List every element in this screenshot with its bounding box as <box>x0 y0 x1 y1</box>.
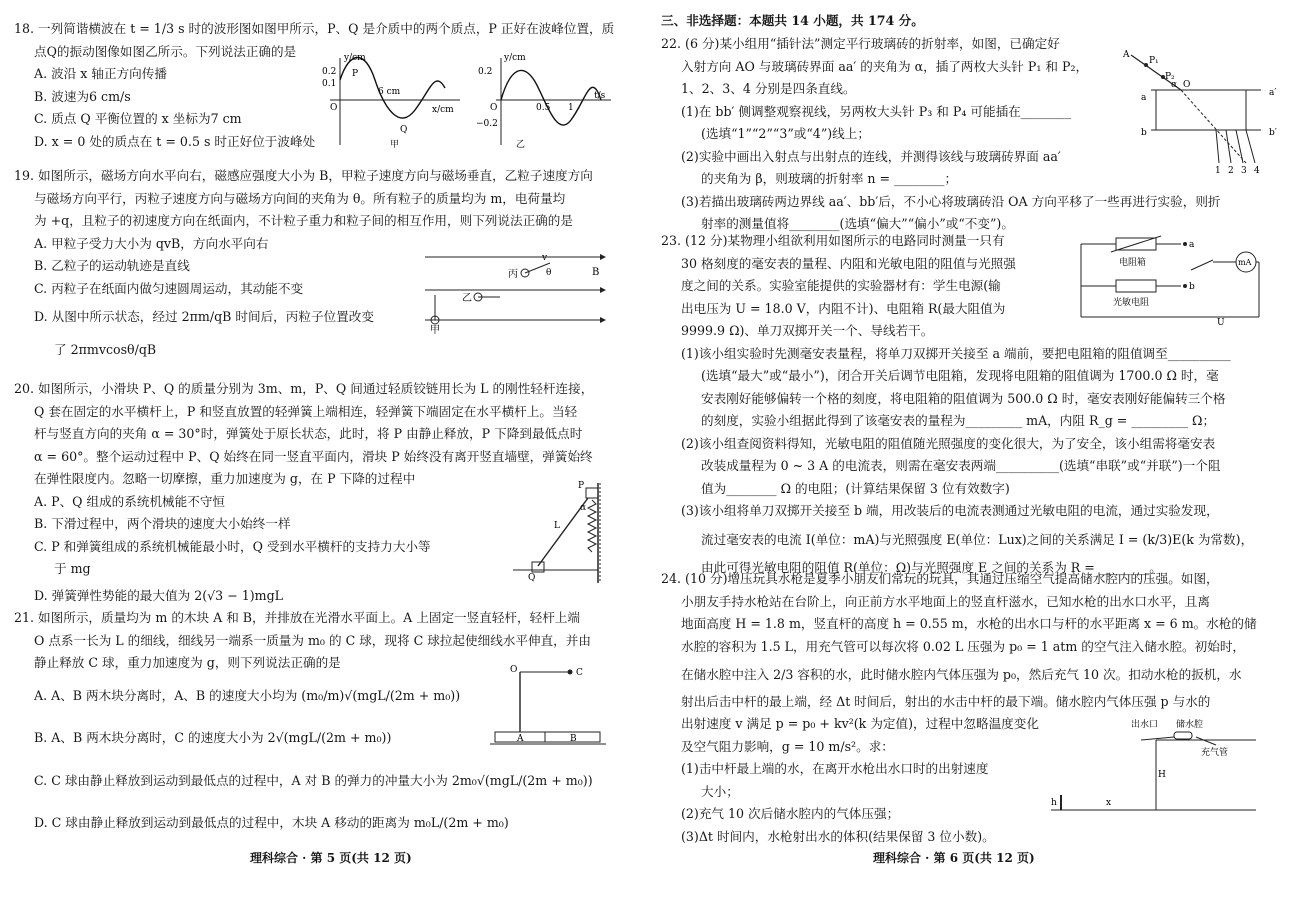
yi-origin: O <box>490 103 498 113</box>
q23-line-2: 30 格刻度的毫安表的量程、内阻和光敏电阻的阻值与光照强 <box>681 255 1016 271</box>
q21-line-2: O 点系一长为 L 的细线，细线另一端系一质量为 m₀ 的 C 球，现将 C 球拉起使细线水平伸直，并由 <box>34 632 591 648</box>
q20-alpha: α <box>580 503 587 513</box>
q19-theta: θ <box>546 268 552 278</box>
q22-line2: 2 <box>1228 166 1234 175</box>
q19-yi: 乙 <box>462 293 472 304</box>
q24-h: h <box>1051 798 1057 808</box>
q19-option-d-cont: 了 2πmvcosθ/qB <box>54 341 157 357</box>
q23-b: b <box>1189 282 1195 292</box>
q21-o: O <box>510 665 518 675</box>
q19-line-1: 19. 如图所示，磁场方向水平向右，磁感应强度大小为 B，甲粒子速度方向与磁场垂直，乙粒子速度方向 <box>14 168 593 183</box>
q19-v: v <box>542 253 548 263</box>
q24-line-8: 及空气阻力影响，g = 10 m/s²。求： <box>681 738 894 754</box>
q21-b: B <box>570 734 577 744</box>
q19-jia: 甲 <box>430 325 440 335</box>
q18-option-c: C. 质点 Q 平衡位置的 x 坐标为7 cm <box>34 111 242 126</box>
q18-figure-yi <box>476 50 616 150</box>
q23-line-5: 9999.9 Ω)、单刀双掷开关一个、导线若干。 <box>681 323 934 338</box>
yi-xlabel: t/s <box>594 91 606 101</box>
q20-line-2: Q 套在固定的水平横杆上，P 和竖直放置的轻弹簧上端相连，轻弹簧下端固定在水平横杆上。当轻 <box>34 403 578 419</box>
q24-line-3: 地面高度 H = 1.8 m，竖直杆的高度 h = 0.55 m，水枪的出水口与杆的水平距离 x = 6 m。水枪的储 <box>681 616 1257 631</box>
q19-option-c: C. 丙粒子在纸面内做匀速圆周运动，其动能不变 <box>34 280 304 296</box>
q19-line-2: 与磁场方向平行，丙粒子速度方向与磁场方向间的夹角为 θ。所有粒子的质量均为 m，电荷量均 <box>34 190 566 206</box>
q20-p: P <box>578 481 585 491</box>
jia-ylabel: y/cm <box>344 53 366 63</box>
jia-xlabel: x/cm <box>432 105 454 115</box>
q18-line-1: 18. 一列简谐横波在 t = 1/3 s 时的波形图如图甲所示，P、Q 是介质中的两个质点，P 正好在波峰位置，质 <box>14 21 615 36</box>
q20-line-1: 20. 如图所示，小滑块 P、Q 的质量分别为 3m、m，P、Q 间通过轻质铰链用长为 L 的刚性轻杆连接， <box>14 381 594 396</box>
q24-sub-1-cont: 大小； <box>701 783 739 799</box>
q23-sub-1: (1)该小组实验时先测毫安表量程，将单刀双掷开关接至 a 端前，要把电阻箱的阻值调至__________ <box>681 345 1231 361</box>
q20-option-a: A. P、Q 组成的系统机械能不守恒 <box>34 493 226 509</box>
q23-a: a <box>1189 240 1195 250</box>
q22-figure <box>1121 45 1296 175</box>
q24-outlet: 出水口 <box>1131 720 1159 730</box>
q23-u: U <box>1217 318 1225 327</box>
q22-a: a <box>1141 93 1147 103</box>
yi-yneg: −0.2 <box>476 119 498 129</box>
q22-line3: 3 <box>1241 166 1247 175</box>
q22-sub-1: (1)在 bb′ 侧调整观察视线，另两枚大头针 P₃ 和 P₄ 可能插在________ <box>681 103 1072 119</box>
jia-origin: O <box>330 103 338 113</box>
q23-sub-1-cont-3: 的刻度，实验小组据此得到了该毫安表的量程为_________ mA，内阻 R_g = _________ Ω； <box>701 413 1216 428</box>
q22-a-prime: a′ <box>1269 88 1277 98</box>
q24-line-5: 在储水腔中注入 2/3 容积的水，此时储水腔内气体压强为 p₀，然后充气 10 次。扣动水枪的扳机，水 <box>681 667 1242 682</box>
q23-sub-2-cont-2: 值为________ Ω 的电阻；(计算结果保留 3 位有效数字) <box>701 480 1010 496</box>
q19-figure <box>420 245 610 335</box>
q18-option-b: B. 波速为6 cm/s <box>34 88 131 104</box>
q21-line-3: 静止释放 C 球，重力加速度为 g，则下列说法正确的是 <box>34 655 341 670</box>
q21-option-d: D. C 球由静止释放到运动到最低点的过程中，木块 A 移动的距离为 m₀L/(2m + m₀) <box>34 815 509 830</box>
q24-tank: 储水腔 <box>1176 720 1204 730</box>
q23-sub-3-cont-1: 流过毫安表的电流 I(单位：mA)与光照强度 E(单位：Lux)之间的关系满足 I = (k/3)E(k 为常数)， <box>701 531 1254 547</box>
q23-ma: mA <box>1238 258 1252 267</box>
q20-option-b: B. 下滑过程中，两个滑块的速度大小始终一样 <box>34 516 291 531</box>
q18-option-d: D. x = 0 处的质点在 t = 0.5 s 时正好位于波峰处 <box>34 133 316 149</box>
q20-l: L <box>554 521 560 531</box>
q22-a-upper: A <box>1123 50 1130 60</box>
q21-figure <box>490 660 608 748</box>
jia-y01: 0.1 <box>322 79 337 89</box>
q18-line-2: 点Q的振动图像如图乙所示。下列说法正确的是 <box>34 43 297 59</box>
q22-sub-2-cont: 的夹角为 β，则玻璃的折射率 n = ________； <box>701 171 958 186</box>
q24-line-2: 小朋友手持水枪站在台阶上，向正前方水平地面上的竖直杆滋水，已知水枪的出水口水平，且离 <box>681 593 1210 609</box>
q19-b: B <box>592 267 600 278</box>
q22-alpha: α <box>1171 80 1178 90</box>
q24-sub-3: (3)Δt 时间内，水枪射出水的体积(结果保留 3 位小数)。 <box>681 828 995 844</box>
jia-q: Q <box>400 125 408 135</box>
q22-p2: P₂ <box>1165 72 1175 82</box>
yi-ylabel: y/cm <box>504 53 526 63</box>
q18-figure-jia <box>320 50 470 150</box>
jia-p: P <box>352 69 359 79</box>
q22-sub-1-cont: (选填“1”“2”“3”或“4”)线上； <box>701 126 870 141</box>
q23-line-3: 度之间的关系。实验室能提供的实验器材有：学生电源(输 <box>681 278 1001 293</box>
yi-x1: 1 <box>568 103 574 113</box>
q19-line-3: 为 +q，且粒子的初速度方向在纸面内，不计粒子重力和粒子间的相互作用，则下列说法正确的是 <box>34 213 573 228</box>
jia-y02: 0.2 <box>322 67 337 77</box>
left-page-footer: 理科综合 · 第 5 页(共 12 页) <box>250 851 412 865</box>
q24-line-7: 出射速度 v 满足 p = p₀ + kv²(k 为定值)，过程中忽略温度变化 <box>681 716 1039 731</box>
q24-pump: 充气管 <box>1201 748 1229 758</box>
q20-figure <box>508 478 608 588</box>
q20-q: Q <box>528 573 536 583</box>
q21-option-a: A. A、B 两木块分离时，A、B 的速度大小均为 (m₀/m)√(mgL/(2m + m₀)) <box>34 687 461 703</box>
yi-caption: 乙 <box>516 140 526 150</box>
q23-photoresistor: 光敏电阻 <box>1113 298 1150 308</box>
q24-h-upper: H <box>1158 770 1166 780</box>
q21-line-1: 21. 如图所示，质量均为 m 的木块 A 和 B，并排放在光滑水平面上。A 上固定一竖直轻杆，轻杆上端 <box>14 610 580 625</box>
left-page <box>0 0 651 900</box>
q19-bing: 丙 <box>508 269 518 280</box>
q22-line1: 1 <box>1215 166 1221 175</box>
q21-a: A <box>517 734 524 744</box>
q22-sub-3-cont: 射率的测量值将________(选填“偏大”“偏小”或“不变”)。 <box>701 216 1014 231</box>
q22-line-2: 入射方向 AO 与玻璃砖界面 aa′ 的夹角为 α，插了两枚大头针 P₁ 和 P₂， <box>681 58 1089 74</box>
q22-p1: P₁ <box>1149 56 1159 66</box>
q24-line-6: 射出后击中杆的最上端，经 Δt 时间后，射出的水击中杆的最下端。储水腔内气体压强 p 与水的 <box>681 693 1211 709</box>
jia-caption: 甲 <box>390 140 400 150</box>
q20-option-c-cont: 于 mg <box>54 561 91 576</box>
q22-b-prime: b′ <box>1269 128 1277 138</box>
q24-x: x <box>1106 798 1112 808</box>
q18-option-a: A. 波沿 x 轴正方向传播 <box>34 66 167 81</box>
q20-line-5: 在弹性限度内。忽略一切摩擦，重力加速度为 g，在 P 下降的过程中 <box>34 471 416 486</box>
q24-sub-2: (2)充气 10 次后储水腔内的气体压强； <box>681 806 900 821</box>
q20-option-d: D. 弹簧弹性势能的最大值为 2(√3 − 1)mgL <box>34 587 284 603</box>
q20-option-c: C. P 和弹簧组成的系统机械能最小时，Q 受到水平横杆的支持力大小等 <box>34 538 431 554</box>
right-page-footer: 理科综合 · 第 6 页(共 12 页) <box>873 851 1035 865</box>
q23-sub-2: (2)该小组查阅资料得知，光敏电阻的阻值随光照强度的变化很大，为了安全，该小组需将毫安表 <box>681 435 1216 451</box>
q19-option-d: D. 从图中所示状态，经过 2πm/qB 时间后，丙粒子位置改变 <box>34 309 374 324</box>
q19-option-a: A. 甲粒子受力大小为 qvB，方向水平向右 <box>34 235 269 251</box>
q23-line-4: 出电压为 U = 18.0 V，内阻不计)、电阻箱 R(最大阻值为 <box>681 300 1006 316</box>
q24-line-4: 水腔的容积为 1.5 L，用充气管可以每次将 0.02 L 压强为 p₀ = 1 atm 的空气注入储水腔。初始时， <box>681 638 1246 654</box>
jia-dist: 6 cm <box>378 87 401 97</box>
q21-c: C <box>576 668 583 678</box>
q20-line-4: α = 60°。整个运动过程中 P、Q 始终在同一竖直平面内，滑块 P 始终没有离开竖直墙壁，弹簧始终 <box>34 448 593 464</box>
yi-y02: 0.2 <box>478 67 493 77</box>
q23-sub-2-cont-1: 改装成量程为 0 ~ 3 A 的电流表，则需在毫安表两端__________(选填“串联”或“并联”)一个阻 <box>701 458 1221 473</box>
section-title: 三、非选择题：本题共 14 小题，共 174 分。 <box>661 13 924 28</box>
q24-sub-1: (1)击中杆最上端的水，在离开水枪出水口时的出射速度 <box>681 761 989 776</box>
q22-sub-2: (2)实验中画出入射点与出射点的连线，并测得该线与玻璃砖界面 aa′ <box>681 148 1061 164</box>
right-page <box>651 0 1303 900</box>
q23-sub-3: (3)该小组将单刀双掷开关接至 b 端，用改装后的电流表测通过光敏电阻的电流，通过实验发现， <box>681 503 1219 518</box>
q22-o: O <box>1183 80 1191 90</box>
yi-x05: 0.5 <box>536 103 551 113</box>
q19-option-b: B. 乙粒子的运动轨迹是直线 <box>34 258 190 273</box>
q23-circuit <box>1061 232 1261 327</box>
q22-line-3: 1、2、3、4 分别是四条直线。 <box>681 81 856 96</box>
q20-line-3: 杆与竖直方向的夹角 α = 30°时，弹簧处于原长状态，此时，将 P 由静止释放，P 下降到最低点时 <box>34 426 583 441</box>
q22-sub-3: (3)若描出玻璃砖两边界线 aa′、bb′后，不小心将玻璃砖沿 OA 方向平移了一些再进行实验，则折 <box>681 193 1221 209</box>
q23-sub-1-cont-1: (选填“最大”或“最小”)，闭合开关后调节电阻箱，发现将电阻箱的阻值调为 1700.0 Ω 时，毫 <box>701 368 1219 383</box>
q24-line-1: 24. (10 分)增压玩具水枪是夏季小朋友们常玩的玩具，其通过压缩空气提高储水腔内的压强。如图， <box>661 571 1219 586</box>
q23-resistor-box: 电阻箱 <box>1119 258 1147 268</box>
q23-line-1: 23. (12 分)某物理小组欲利用如图所示的电路同时测量一只有 <box>661 233 1005 248</box>
q22-b: b <box>1141 128 1147 138</box>
q22-line-1: 22. (6 分)某小组用“插针法”测定平行玻璃砖的折射率，如图，已确定好 <box>661 36 1060 51</box>
q23-sub-3-cont-2: 由此可得光敏电阻的阻值 R(单位：Ω)与光照强度 E 之间的关系为 R = ________。 <box>701 560 1162 575</box>
q22-line4: 4 <box>1254 166 1260 175</box>
q21-option-c: C. C 球由静止释放到运动到最低点的过程中，A 对 B 的弹力的冲量大小为 2m₀√(mgL/(2m + m₀)) <box>34 772 593 788</box>
q24-figure <box>1046 715 1261 815</box>
q21-option-b: B. A、B 两木块分离时，C 的速度大小为 2√(mgL/(2m + m₀)) <box>34 730 392 745</box>
q23-sub-1-cont-2: 安表刚好能够偏转一个格的刻度，将电阻箱的阻值调为 500.0 Ω 时，毫安表刚好能偏转三个格 <box>701 390 1226 406</box>
